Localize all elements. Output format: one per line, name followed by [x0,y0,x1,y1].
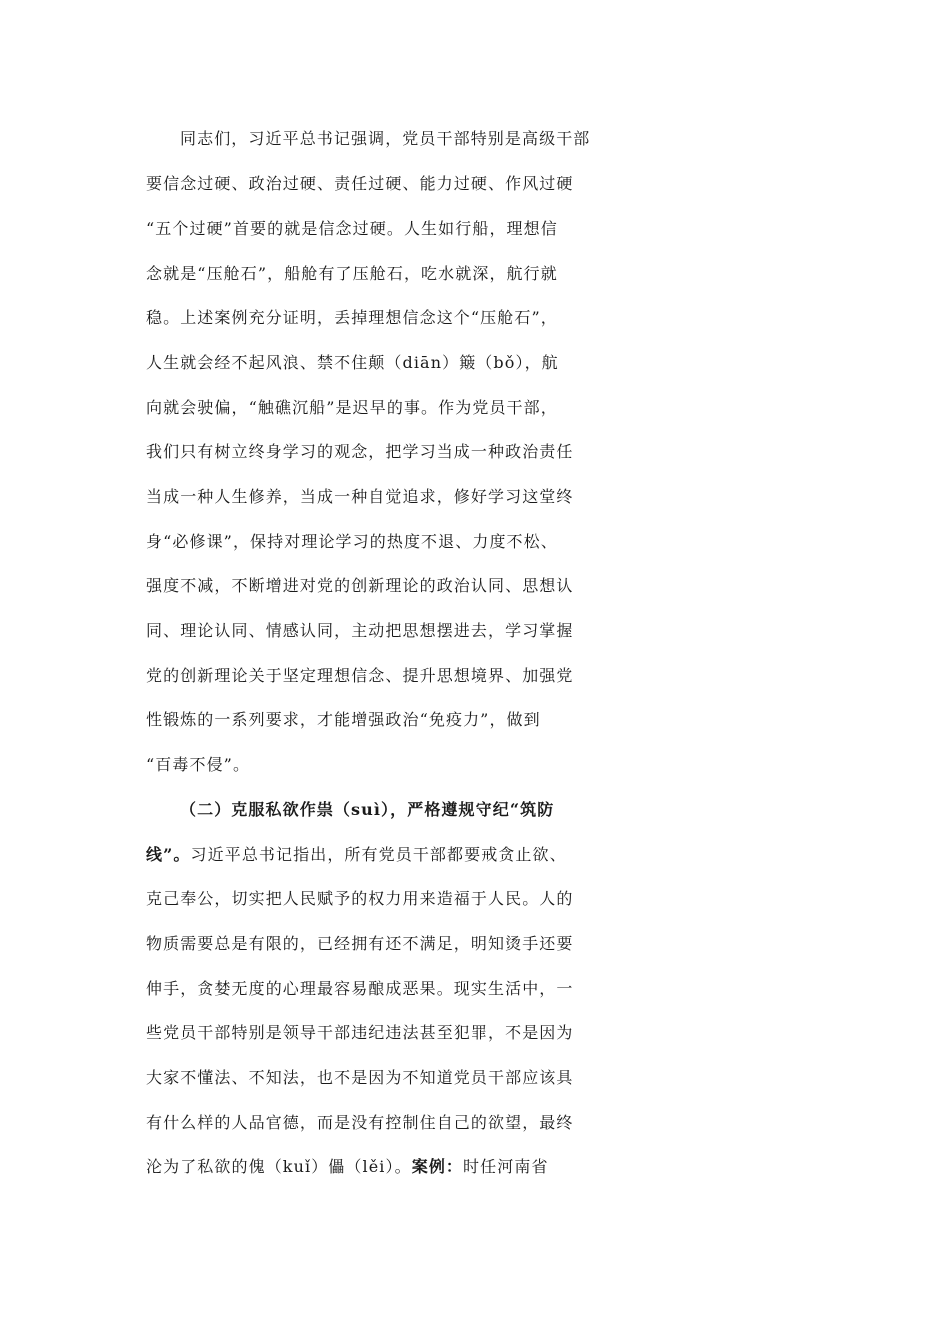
text-run: 些党员干部特别是领导干部违纪违法甚至犯罪，不是因为 [146,1023,574,1042]
text-line [0,522,950,562]
text-line [0,700,950,740]
text-line [0,656,950,696]
text-run: 要信念过硬、政治过硬、责任过硬、能力过硬、作风过硬 [146,174,574,193]
text-run: 身“必修课”，保持对理论学习的热度不退、力度不松、 [146,532,558,551]
text-run: 物质需要总是有限的，已经拥有还不满足，明知烫手还要 [146,934,574,953]
text-line [0,566,950,606]
text-run: 有什么样的人品官德，而是没有控制住自己的欲望，最终 [146,1113,574,1132]
text-line [0,745,950,785]
text-line [0,924,950,964]
text-run: 性锻炼的一系列要求，才能增强政治“免疫力”，做到 [146,710,541,729]
text-run: 同、理论认同、情感认同，主动把思想摆进去，学习掌握 [146,621,574,640]
text-line [0,879,950,919]
text-line [0,164,950,204]
section-heading-text: （二）克服私欲作祟（suì），严格遵规守纪“筑防 [180,800,555,819]
text-run: 伸手，贪婪无度的心理最容易酿成恶果。现实生活中，一 [146,979,574,998]
text-line [0,119,950,159]
text-run: 克己奉公，切实把人民赋予的权力用来造福于人民。人的 [146,889,574,908]
section-heading-text: 线”。 [146,845,191,864]
text-line [0,1103,950,1143]
text-line [0,1013,950,1053]
text-line [0,298,950,338]
text-line [0,969,950,1009]
text-line [0,343,950,383]
text-run: 念就是“压舱石”，船舱有了压舱石，吃水就深，航行就 [146,264,558,283]
text-run: 大家不懂法、不知法，也不是因为不知道党员干部应该具 [146,1068,574,1087]
text-line [0,209,950,249]
text-run: 沦为了私欲的傀（kuǐ）儡（lěi）。 [146,1157,412,1176]
text-line [0,477,950,517]
text-line [0,611,950,651]
text-run: 强度不减，不断增进对党的创新理论的政治认同、思想认 [146,576,574,595]
text-run: 人生就会经不起风浪、禁不住颠（diān）簸（bǒ），航 [146,353,559,372]
text-run: 我们只有树立终身学习的观念，把学习当成一种政治责任 [146,442,574,461]
text-run: “五个过硬”首要的就是信念过硬。人生如行船，理想信 [146,219,558,238]
text-run: 党的创新理论关于坚定理想信念、提升思想境界、加强党 [146,666,574,685]
text-line [0,388,950,428]
text-run: 同志们，习近平总书记强调，党员干部特别是高级干部 [180,129,591,148]
text-run: “百毒不侵”。 [146,755,251,774]
text-run: 习近平总书记指出，所有党员干部都要戒贪止欲、 [190,845,567,864]
text-line [0,835,950,875]
text-run: 当成一种人生修养，当成一种自觉追求，修好学习这堂终 [146,487,574,506]
text-run: 时任河南省 [463,1157,549,1176]
text-line [0,1058,950,1098]
case-label: 案例： [411,1157,464,1176]
text-line [0,1147,950,1187]
text-line [0,254,950,294]
text-run: 稳。上述案例充分证明，丢掉理想信念这个“压舱石”， [146,308,558,327]
text-run: 向就会驶偏，“触礁沉船”是迟早的事。作为党员干部， [146,398,558,417]
text-line [0,432,950,472]
section-heading-line [0,790,950,830]
